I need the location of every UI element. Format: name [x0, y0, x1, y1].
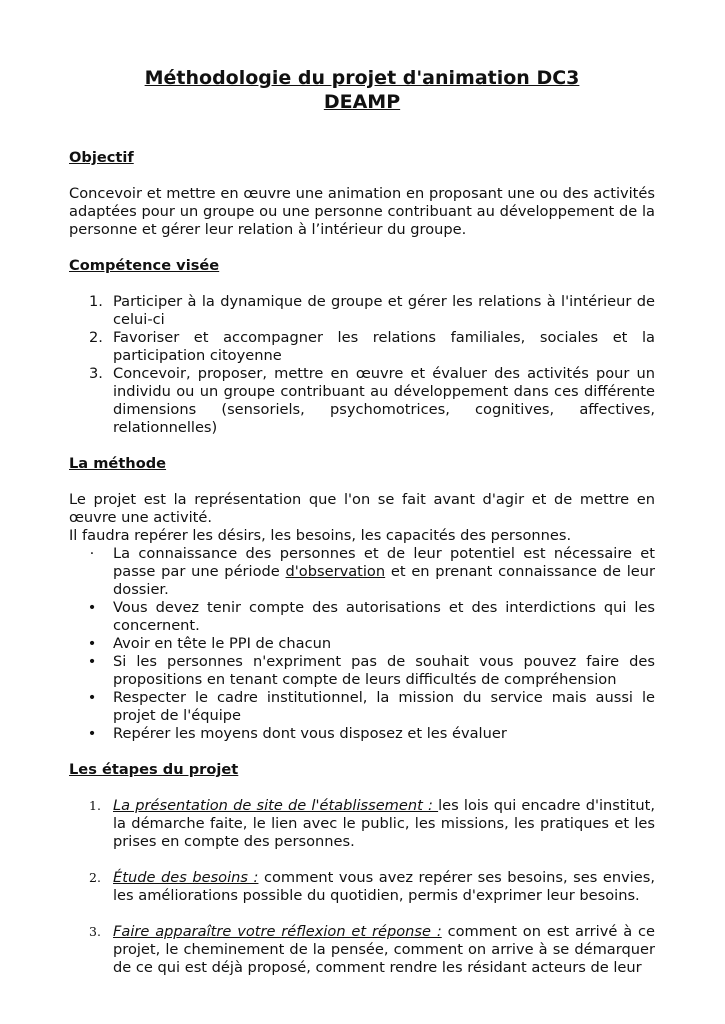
- heading-etapes: Les étapes du projet: [69, 761, 239, 778]
- competence-list: [69, 293, 655, 437]
- bullet-marker: •: [87, 635, 97, 652]
- list-item-text: Si les personnes n'expriment pas de souhait vous pouvez faire des propositions en tenant compte de leurs difficultés de compréhension: [113, 653, 655, 688]
- step-text: comment on est arrivé à ce projet, le cheminement de la pensée, comment on arrive à se démarquer de ce qui est déjà proposé, comment rendre les résidant acteurs de leur: [113, 923, 655, 976]
- bullet-marker: •: [87, 725, 97, 742]
- etapes-list: [69, 797, 655, 977]
- bullet-marker: ·: [89, 545, 95, 562]
- bullet-marker: •: [87, 653, 97, 670]
- bullet-marker: •: [87, 689, 97, 706]
- observation-link[interactable]: d'observation: [285, 563, 386, 580]
- list-item-text: Respecter le cadre institutionnel, la mission du service mais aussi le projet de l'équipe: [113, 689, 655, 724]
- list-number: 1.: [89, 293, 103, 310]
- title-line-1: Méthodologie du projet d'animation DC3: [144, 67, 580, 89]
- heading-competence: Compétence visée: [69, 257, 220, 274]
- bullet-marker: •: [87, 599, 97, 616]
- methode-paragraph-2: Il faudra repérer les désirs, les besoins, les capacités des personnes.: [69, 527, 572, 544]
- list-item: [69, 689, 655, 725]
- list-item-text: Avoir en tête le PPI de chacun: [113, 635, 332, 652]
- list-item: [69, 545, 655, 599]
- step-label: Faire apparaître votre réflexion et réponse :: [113, 923, 442, 940]
- document-title: [69, 66, 655, 114]
- step-text: les lois qui encadre d'institut, la démarche faite, le lien avec le public, les missions, les pratiques et les prises en compte des personnes.: [113, 797, 655, 850]
- list-item: [69, 635, 655, 653]
- title-line-2: DEAMP: [323, 91, 401, 113]
- list-item: [69, 797, 655, 851]
- list-number: 2.: [89, 329, 103, 346]
- list-item: [69, 293, 655, 329]
- list-number: 1.: [89, 798, 101, 813]
- step-label: La présentation de site de l'établissement :: [113, 797, 439, 814]
- heading-methode: La méthode: [69, 455, 167, 472]
- list-item: [69, 869, 655, 905]
- list-number: 3.: [89, 365, 103, 382]
- section-competence: [69, 257, 655, 437]
- list-item: [69, 923, 655, 977]
- list-item: [69, 653, 655, 689]
- list-item: [69, 725, 655, 743]
- section-etapes: [69, 761, 655, 977]
- list-item: [69, 365, 655, 437]
- list-item-text-after: et en prenant connaissance de leur dossier.: [113, 563, 655, 598]
- step-label: Étude des besoins :: [113, 869, 259, 886]
- list-item-text: Vous devez tenir compte des autorisations et des interdictions qui les concernent.: [113, 599, 655, 634]
- list-item-text: Favoriser et accompagner les relations familiales, sociales et la participation citoyenne: [113, 329, 655, 364]
- list-item-text: Concevoir, proposer, mettre en œuvre et évaluer des activités pour un individu ou un groupe contribuant au développement dans ces différente dimensions (sensoriels, psychomotrices, cognitives, affectives, relationnelles): [113, 365, 655, 436]
- methode-bullet-list: [69, 545, 655, 743]
- list-item: [69, 599, 655, 635]
- methode-paragraph-1: Le projet est la représentation que l'on se fait avant d'agir et de mettre en œuvre une activité.: [69, 491, 655, 526]
- section-methode: [69, 455, 655, 743]
- list-item-text: Participer à la dynamique de groupe et gérer les relations à l'intérieur de celui-ci: [113, 293, 655, 328]
- step-text: comment vous avez repérer ses besoins, ses envies, les améliorations possible du quotidien, permis d'exprimer leur besoins.: [113, 869, 655, 904]
- list-item-text-before: La connaissance des personnes et de leur potentiel est nécessaire et passe par une période: [113, 545, 655, 580]
- list-number: 2.: [89, 870, 101, 885]
- list-number: 3.: [89, 924, 101, 939]
- objectif-text: Concevoir et mettre en œuvre une animation en proposant une ou des activités adaptées pour un groupe ou une personne contribuant au développement de la personne et gérer leur relation à l’intérieur du groupe.: [69, 185, 655, 238]
- section-objectif: [69, 149, 655, 239]
- heading-objectif: Objectif: [69, 149, 134, 166]
- list-item: [69, 329, 655, 365]
- list-item-text: Repérer les moyens dont vous disposez et les évaluer: [113, 725, 507, 742]
